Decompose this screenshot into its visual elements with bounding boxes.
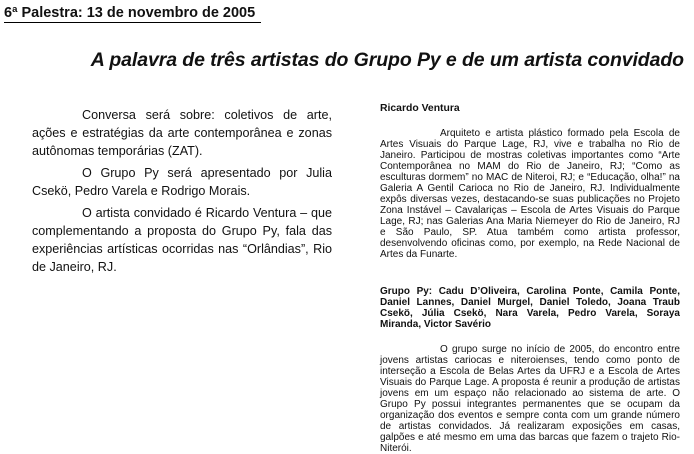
- intro-paragraph: O Grupo Py será apresentado por Julia Csekö, Pedro Varela e Rodrigo Morais.: [32, 166, 332, 198]
- author-bio: Arquiteto e artista plástico formado pela Escola de Artes Visuais do Parque Lage, RJ, vive e trabalha no Rio de Janeiro. Participou de mostras coletivas importantes como “Arte Contemporânea no MAM do Rio de Janeiro, RJ; “Como as esculturas dormem” no MAC de Niteroi, RJ; e “Educação, olha!” na Galeria A Gentil Carioca no Rio de Janeiro, RJ. Individualmente expôs diversas vezes, destacando-se suas publicações no Projeto Zona Instável – Cavalariças – Escola de Artes Visuais do Parque Lage, RJ; nas Galerias Ana Maria Niemeyer do Rio de Janeiro, RJ e São Paulo, SP. Atua também como artista professor, desenvolvendo oficinas como, por exemplo, na Rede Nacional de Artes da Funarte.: [380, 128, 680, 260]
- bio-column: [380, 103, 680, 454]
- page-title: A palavra de três artistas do Grupo Py e de um artista convidado: [90, 49, 684, 71]
- intro-column: [32, 106, 332, 280]
- intro-paragraph: Conversa será sobre: coletivos de arte, ações e estratégias da arte contemporânea e zonas autônomas temporárias (ZAT).: [32, 108, 332, 158]
- group-description: O grupo surge no início de 2005, do encontro entre jovens artistas cariocas e niteroienses, tendo como ponto de interseção a Escola de Belas Artes da UFRJ e a Escola de Artes Visuais do Parque Lage. A proposta é reunir a produção de artistas jovens em um espaço não relacionado ao sistema de arte. O Grupo Py possui integrantes permanentes que se ocupam da organização dos eventos e sempre conta com um grande número de artistas convidados. Já realizaram exposições em casas, galpões e até mesmo em uma das barcas que fazem o trajeto Rio-Niterói.: [380, 344, 680, 454]
- lecture-header: 6ª Palestra: 13 de novembro de 2005: [4, 4, 261, 23]
- author-name: Ricardo Ventura: [380, 103, 460, 114]
- group-members: Grupo Py: Cadu D’Oliveira, Carolina Ponte, Camila Ponte, Daniel Lannes, Daniel Murgel, Daniel Toledo, Joana Traub Csekö, Júlia Csekö, Nara Varela, Pedro Varela, Soraya Miranda, Victor Savério: [380, 286, 680, 330]
- intro-paragraph: O artista convidado é Ricardo Ventura – que complementando a proposta do Grupo Py, fala das experiências artísticas ocorridas nas “Orlândias”, Rio de Janeiro, RJ.: [32, 206, 332, 274]
